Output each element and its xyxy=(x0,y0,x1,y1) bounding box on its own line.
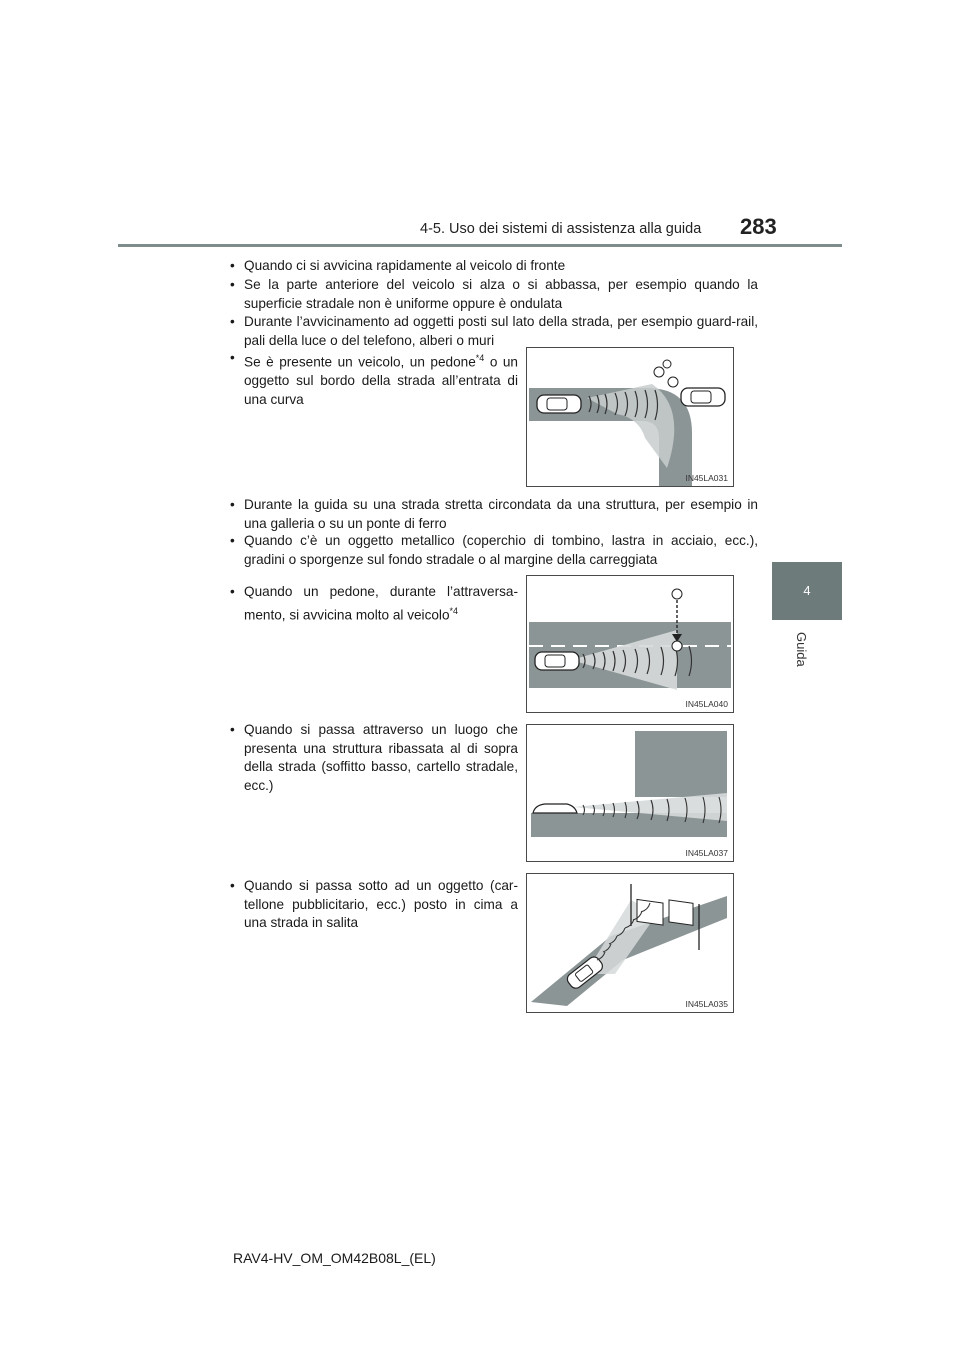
bullet-item: • Durante l’avvicinamento ad oggetti posti sul lato della strada, per esempio guard-rail, pali della luce o del telefono, alberi o muri xyxy=(228,313,758,350)
curve-illustration xyxy=(527,348,733,486)
page-number: 283 xyxy=(740,214,777,239)
pedestrian-illustration xyxy=(527,576,733,712)
bullet-item: • Quando c’è un oggetto metallico (coperchio di tombino, lastra in acciaio, ecc.), gradini o sporgenze sul fondo stradale o al margine della carreggiata xyxy=(228,532,758,569)
figure-code: IN45LA037 xyxy=(685,848,728,858)
chapter-label-text: Guida xyxy=(794,632,809,667)
bullet-item-low-structure: • Quando si passa attraverso un luogo che presenta una struttura ribassata al di sopra della strada (soffitto basso, cartello stradale, ecc.) xyxy=(228,721,518,795)
figure-code: IN45LA031 xyxy=(685,473,728,483)
footnote-ref: *4 xyxy=(449,605,459,616)
bullet-item-uphill: • Quando si passa sotto ad un oggetto (car-tellone pubblicitario, ecc.) posto in cima a una strada in salita xyxy=(228,877,518,933)
footer-model-code: RAV4-HV_OM_OM42B08L_(EL) xyxy=(233,1250,436,1266)
uphill-illustration xyxy=(527,874,733,1012)
chapter-label xyxy=(772,632,842,692)
bullet-item-pedestrian xyxy=(228,583,518,625)
figure-curve xyxy=(526,347,734,487)
pedestrian-text: Quando un pedone, durante l’attraversa-mento, si avvicina molto al veicolo xyxy=(244,584,518,623)
figure-code: IN45LA035 xyxy=(685,999,728,1009)
header-rule xyxy=(118,244,842,247)
section-title: 4-5. Uso dei sistemi di assistenza alla guida xyxy=(420,221,702,237)
chapter-tab: 4 xyxy=(772,562,842,620)
figure-code: IN45LA040 xyxy=(685,699,728,709)
figure-uphill xyxy=(526,873,734,1013)
bullet-item: • Quando ci si avvicina rapidamente al veicolo di fronte xyxy=(228,257,758,276)
figure-low-structure xyxy=(526,724,734,862)
footnote-ref: *4 xyxy=(475,353,485,363)
bullet-item: • Durante la guida su una strada stretta circondata da una struttura, per esempio in una galleria o su un ponte di ferro xyxy=(228,496,758,533)
curve-text-b: o un oggetto sul bordo della strada all’entrata di una curva xyxy=(244,354,518,407)
bullet-item-curve xyxy=(228,349,518,409)
bullet-item: • Se la parte anteriore del veicolo si alza o si abbassa, per esempio quando la superficie stradale non è uniforme oppure è ondulata xyxy=(228,276,758,313)
curve-text-a: Se è presente un veicolo, un pedone xyxy=(244,354,476,370)
figure-pedestrian xyxy=(526,575,734,713)
low-structure-illustration xyxy=(527,725,733,861)
